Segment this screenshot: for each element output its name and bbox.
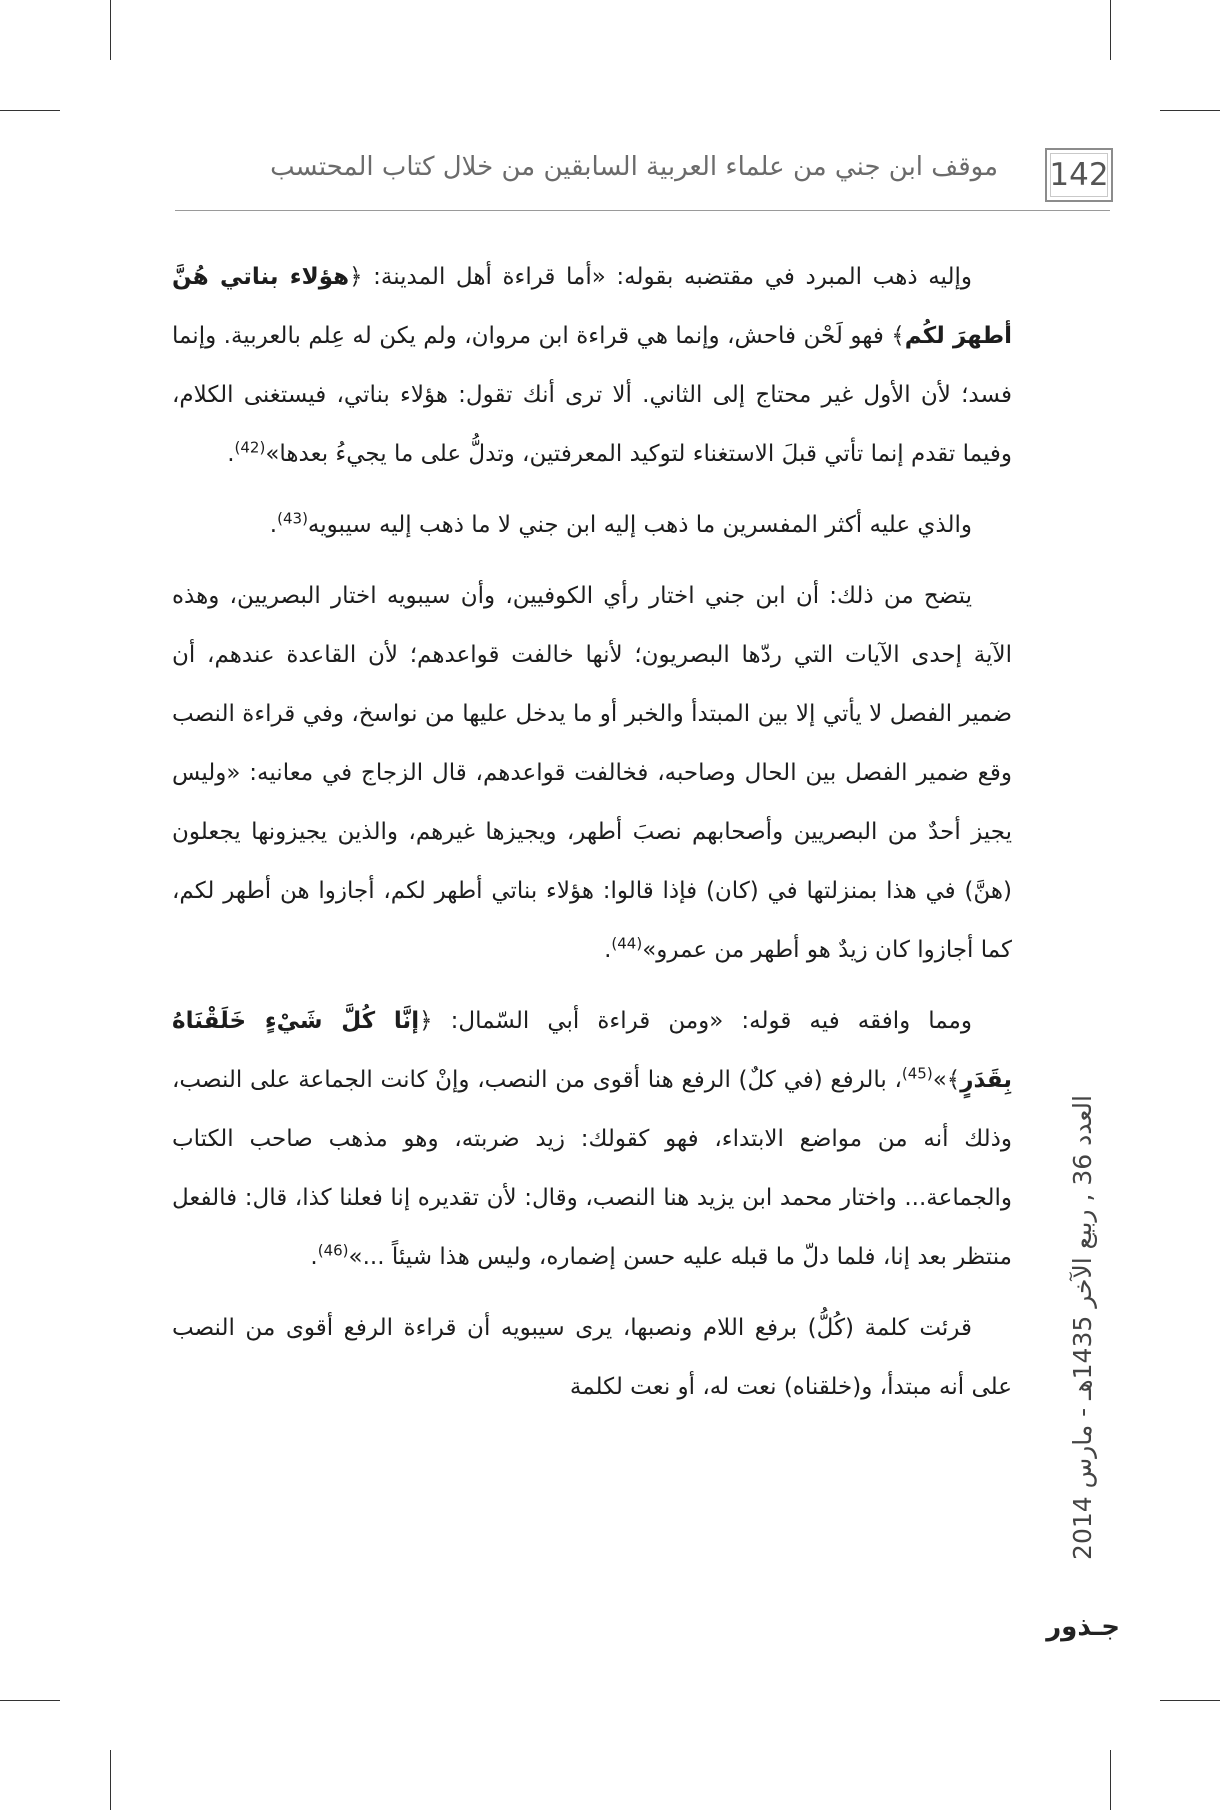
paragraph: يتضح من ذلك: أن ابن جني اختار رأي الكوفيين، وأن سيبويه اختار البصريين، وهذه الآية إحدى الآيات التي ردّها البصريون؛ لأنها خالفت قواعدهم؛ لأن القاعدة عندهم، أن ضمير الفصل لا يأتي إلا بين المبتدأ والخبر أو ما يدخل عليها من نواسخ، وفي قراءة النصب وقع ضمير الفصل بين الحال وصاحبه، فخالفت قواعدهم، قال الزجاج في معانيه: «وليس يجيز أحدٌ من البصريين وأصحابهم نصبَ أطهر، ويجيزها غيرهم، والذين يجيزونها يجعلون (هنَّ) في هذا بمنزلتها في (كان) فإذا قالوا: هؤلاء بناتي أطهر لكم، أجازوا هن أطهر لكم، كما أجازوا كان زيدٌ هو أطهر من عمرو»$^{(44)}$. bbox=[172, 583, 1012, 963]
page-number: 142 bbox=[1045, 148, 1113, 202]
article-body bbox=[172, 248, 1012, 1429]
quran-quote: هؤلاء بناتي هُنَّ أطهرَ لكُم bbox=[172, 264, 1013, 349]
crop-mark bbox=[110, 1750, 111, 1810]
crop-mark bbox=[1110, 0, 1111, 60]
crop-mark bbox=[110, 0, 111, 60]
issue-info: العدد 36 , ربيع الآخر 1435هـ - مارس 2014 bbox=[1068, 1095, 1097, 1560]
crop-mark bbox=[0, 110, 60, 111]
paragraph: والذي عليه أكثر المفسرين ما ذهب إليه ابن جني لا ما ذهب إليه سيبويه$^{(43)}$. bbox=[269, 509, 972, 538]
crop-mark bbox=[0, 1700, 60, 1701]
quran-quote: إنَّا كُلَّ شَيْءٍ خَلَقْنَاهُ بِقَدَرٍ bbox=[172, 1008, 1012, 1093]
footnote-ref: (42) bbox=[234, 438, 266, 457]
footnote-ref: (46) bbox=[317, 1241, 349, 1260]
paragraph: قرئت كلمة (كُلُّ) برفع اللام ونصبها، يرى سيبويه أن قراءة الرفع أقوى من النصب على أنه مبتدأ، و(خلقناه) نعت له، أو نعت لكلمة bbox=[172, 1315, 1012, 1400]
crop-mark bbox=[1160, 110, 1220, 111]
footnote-ref: (43) bbox=[277, 509, 308, 528]
journal-logo: جـذور bbox=[1046, 1612, 1120, 1642]
footnote-ref: (45) bbox=[901, 1064, 933, 1083]
crop-mark bbox=[1160, 1700, 1220, 1701]
paragraph: وإليه ذهب المبرد في مقتضبه بقوله: «أما قراءة أهل المدينة: ﴿هؤلاء بناتي هُنَّ أطهرَ لكُم﴾ فهو لَحْن فاحش، وإنما هي قراءة ابن مروان، ولم يكن له عِلم بالعربية. وإنما فسد؛ لأن الأول غير محتاج إلى الثاني. ألا ترى أنك تقول: هؤلاء بناتي، فيستغنى الكلام، وفيما تقدم إنما تأتي قبلَ الاستغناء لتوكيد المعرفتين، وتدلُّ على ما يجيءُ بعدها»$^{(42)}$. bbox=[172, 264, 1013, 467]
crop-mark bbox=[1110, 1750, 1111, 1810]
paragraph: ومما وافقه فيه قوله: «ومن قراءة أبي السّمال: ﴿إنَّا كُلَّ شَيْءٍ خَلَقْنَاهُ بِقَدَرٍ﴾»$^{(45)}$، بالرفع (في كلٌ) الرفع هنا أقوى من النصب، وإنْ كانت الجماعة على النصب، وذلك أنه من مواضع الابتداء، فهو كقولك: زيد ضربته، وهو مذهب صاحب الكتاب والجماعة... واختار محمد ابن يزيد هنا النصب، وقال: لأن تقديره إنا فعلنا كذا، قال: فالفعل منتظر بعد إنا، فلما دلّ ما قبله عليه حسن إضماره، وليس هذا شيئاً ...»$^{(46)}$. bbox=[172, 1008, 1012, 1270]
running-title: موقف ابن جني من علماء العربية السابقين من خلال كتاب المحتسب bbox=[270, 152, 998, 182]
footnote-ref: (44) bbox=[611, 934, 643, 953]
